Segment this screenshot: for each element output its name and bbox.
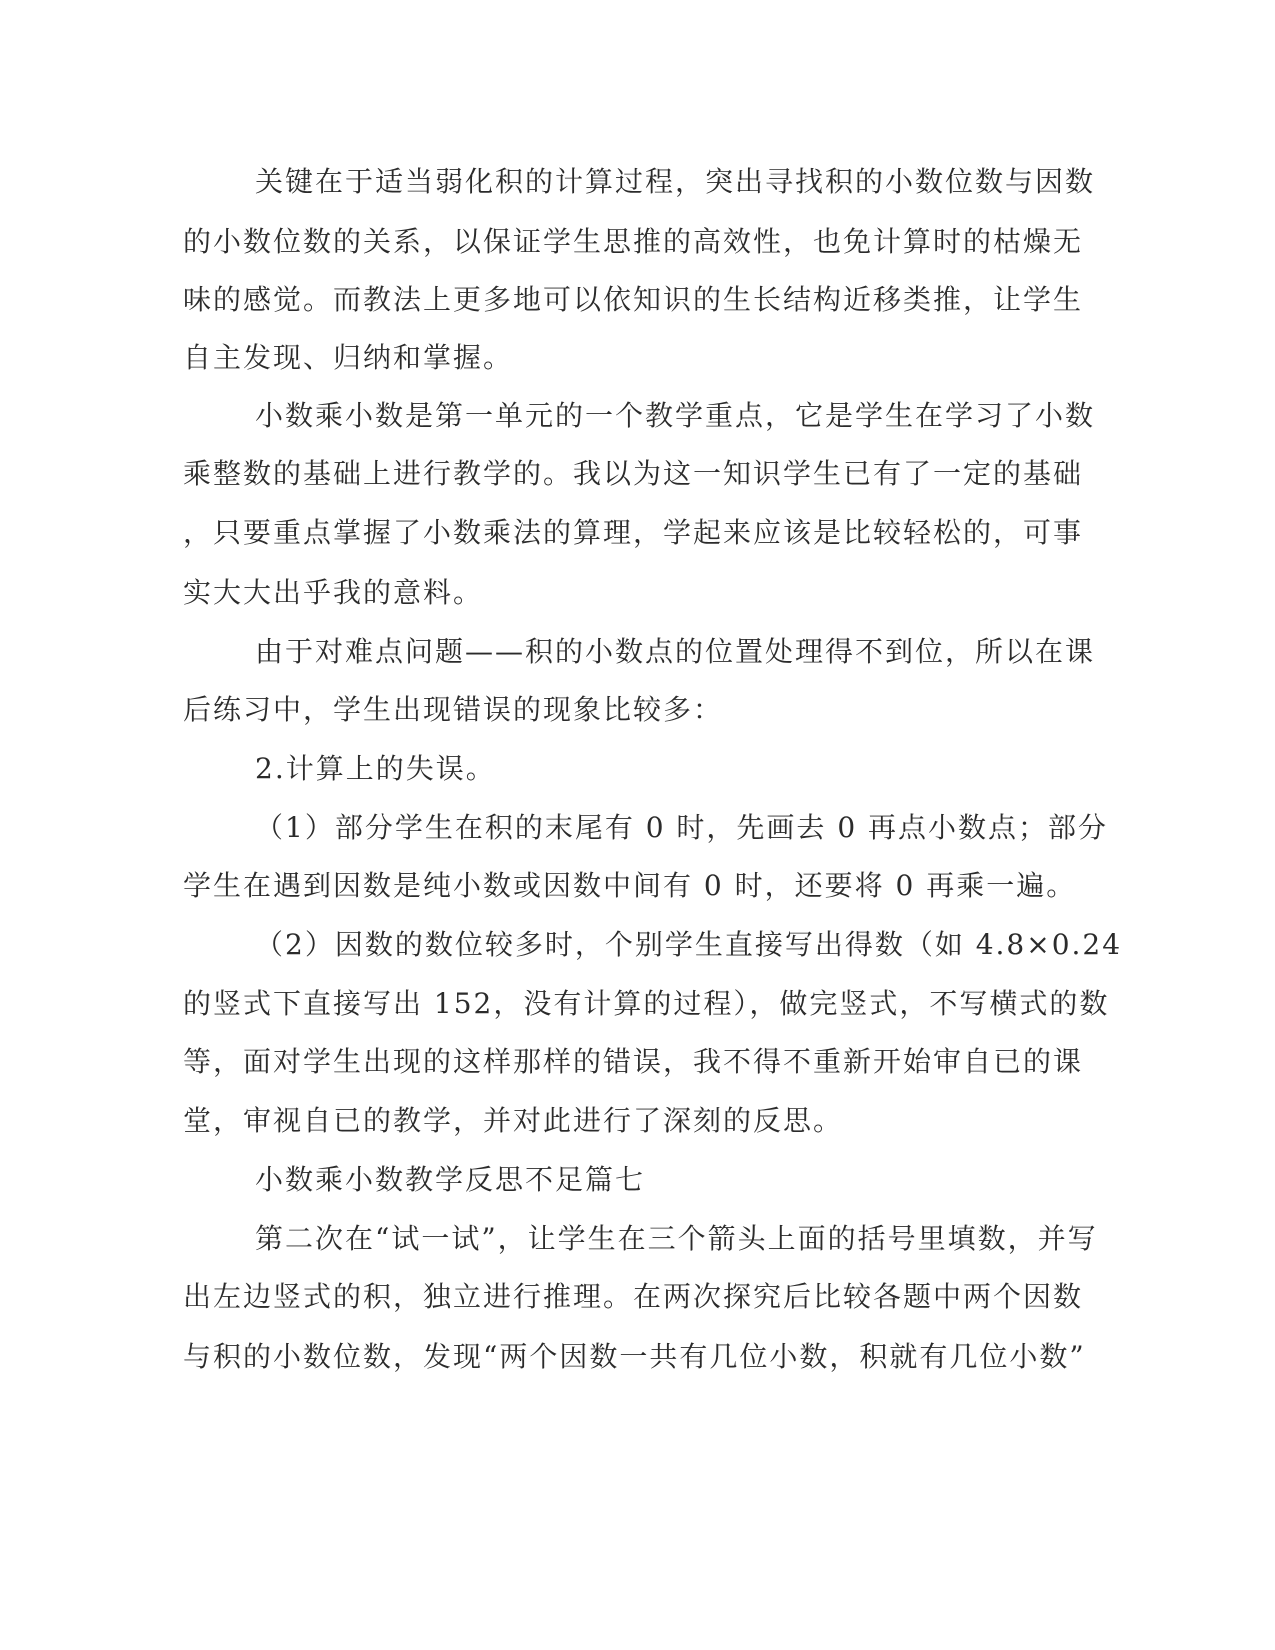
section-heading: 小数乘小数教学反思不足篇七 <box>255 1163 646 1196</box>
text-line-13: 学生在遇到因数是纯小数或因数中间有 0 时，还要将 0 再乘一遍。 <box>183 869 1077 902</box>
text-line-10: 后练习中，学生出现错误的现象比较多： <box>183 693 724 726</box>
text-line-1: 关键在于适当弱化积的计算过程，突出寻找积的小数位数与因数 <box>255 165 1096 198</box>
text-line-7: ，只要重点掌握了小数乘法的算理，学起来应该是比较轻松的，可事 <box>183 516 1084 549</box>
text-line-21: 与积的小数位数，发现“两个因数一共有几位小数，积就有几位小数” <box>183 1340 1086 1373</box>
text-line-17: 堂，审视自已的教学，并对此进行了深刻的反思。 <box>183 1104 844 1137</box>
text-line-2: 的小数位数的关系，以保证学生思推的高效性，也免计算时的枯燥无 <box>183 225 1084 258</box>
text-line-16: 等，面对学生出现的这样那样的错误，我不得不重新开始审自已的课 <box>183 1045 1084 1078</box>
text-line-14: （2）因数的数位较多时，个别学生直接写出得数（如 4.8×0.24 <box>255 928 1123 961</box>
text-line-3: 味的感觉。而教法上更多地可以依知识的生长结构近移类推，让学生 <box>183 283 1084 316</box>
text-line-11: 2.计算上的失误。 <box>255 752 496 785</box>
text-line-5: 小数乘小数是第一单元的一个教学重点，它是学生在学习了小数 <box>255 399 1096 432</box>
text-line-9: 由于对难点问题——积的小数点的位置处理得不到位，所以在课 <box>255 635 1096 668</box>
text-line-12: （1）部分学生在积的末尾有 0 时，先画去 0 再点小数点；部分 <box>255 811 1109 844</box>
text-line-8: 实大大出乎我的意料。 <box>183 576 484 609</box>
text-line-6: 乘整数的基础上进行教学的。我以为这一知识学生已有了一定的基础 <box>183 457 1084 490</box>
text-line-15: 的竖式下直接写出 152，没有计算的过程），做完竖式，不写横式的数 <box>183 987 1110 1020</box>
text-line-20: 出左边竖式的积，独立进行推理。在两次探究后比较各题中两个因数 <box>183 1280 1084 1313</box>
text-line-4: 自主发现、归纳和掌握。 <box>183 341 514 374</box>
text-line-19: 第二次在“试一试”，让学生在三个箭头上面的括号里填数，并写 <box>255 1222 1098 1255</box>
